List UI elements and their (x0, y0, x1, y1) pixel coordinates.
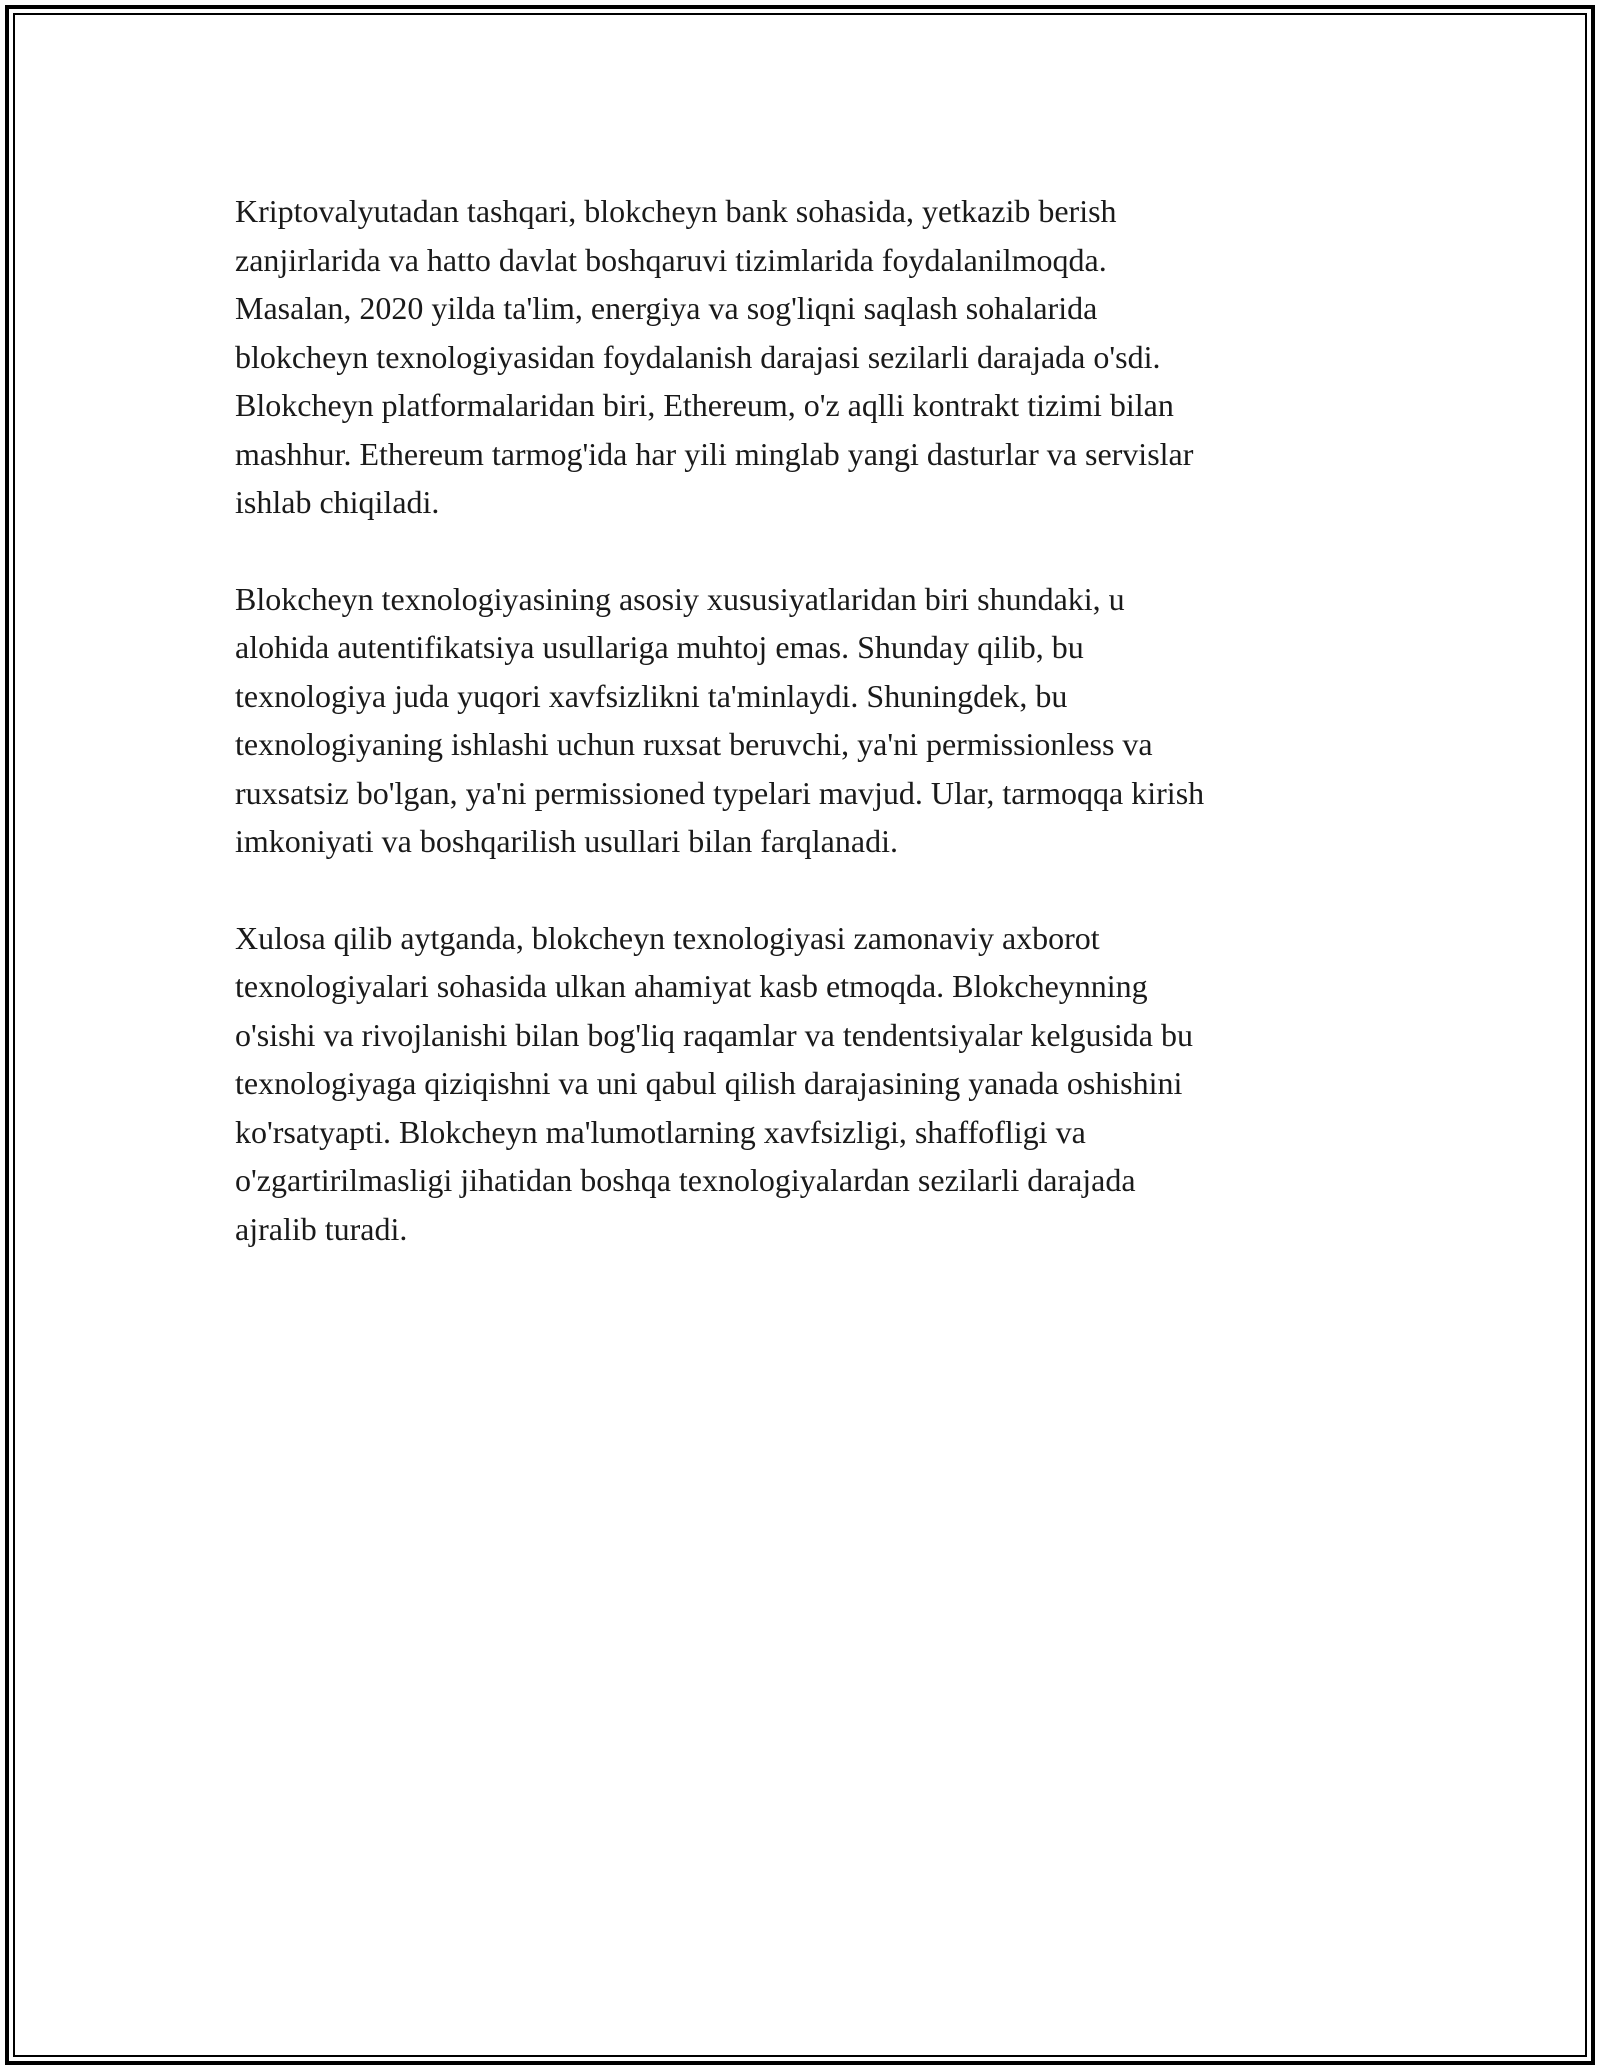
paragraph-3: Xulosa qilib aytganda, blokcheyn texnologiyasi zamonaviy axborot texnologiyalari sohasida ulkan ahamiyat kasb etmoqda. Blokcheynning o'sishi va rivojlanishi bilan bog'liq raqamlar va tendentsiyalar kelgusida bu texnologiyaga qiziqishni va uni qabul qilish darajasining yanada oshishini ko'rsatyapti. Blokcheyn ma'lumotlarning xavfsizligi, shaffofligi va o'zgartirilmasligi jihatidan boshqa texnologiyalardan sezilarli darajada ajralib turadi. (235, 919, 1193, 1247)
paragraph-2: Blokcheyn texnologiyasining asosiy xususiyatlaridan biri shundaki, u alohida autentifikatsiya usullariga muhtoj emas. Shunday qilib, bu texnologiya juda yuqori xavfsizlikni ta'minlaydi. Shuningdek, bu texnologiyaning ishlashi uchun ruxsat beruvchi, ya'ni permissionless va ruxsatsiz bo'lgan, ya'ni permissioned typelari mavjud. Ular, tarmoqqa kirish imkoniyati va boshqarilish usullari bilan farqlanadi. (235, 580, 1205, 859)
document-body (235, 187, 1365, 1301)
paragraph-1: Kriptovalyutadan tashqari, blokcheyn bank sohasida, yetkazib berish zanjirlarida va hatto davlat boshqaruvi tizimlarida foydalanilmoqda. Masalan, 2020 yilda ta'lim, energiya va sog'liqni saqlash sohalarida blokcheyn texnologiyasidan foydalanish darajasi sezilarli darajada o'sdi. Blokcheyn platformalaridan biri, Ethereum, o'z aqlli kontrakt tizimi bilan mashhur. Ethereum tarmog'ida har yili minglab yangi dasturlar va servislar ishlab chiqiladi. (235, 193, 1194, 520)
